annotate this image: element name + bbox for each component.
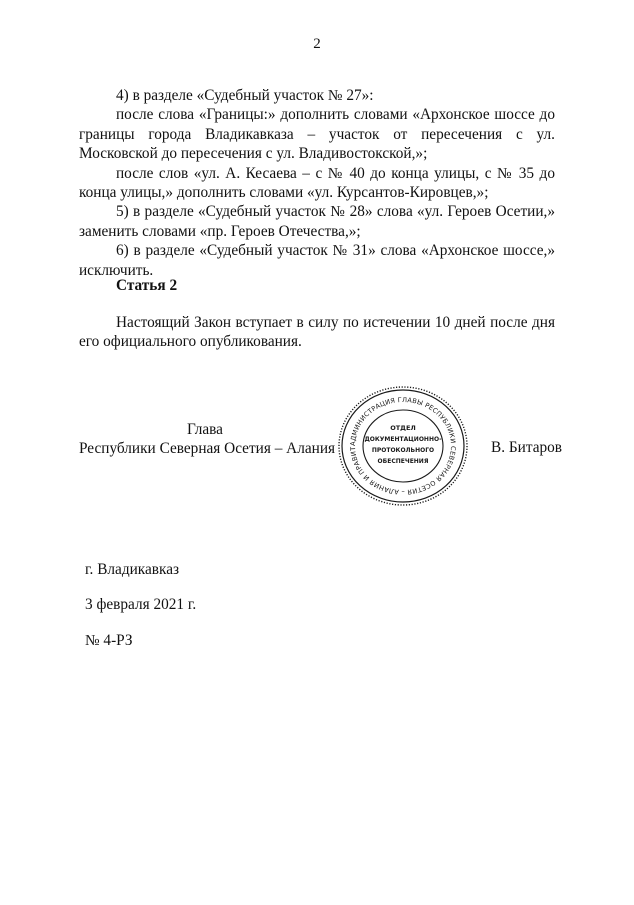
paragraph-3: после слов «ул. А. Кесаева – с № 40 до конца улицы, с № 35 до конца улицы,» дополнить словами «ул. Курсантов-Кировцев,»; [79,164,555,202]
seal-center-line-4: ОБЕСПЕЧЕНИЯ [377,458,429,465]
signature-organization: Республики Северная Осетия – Алания [79,440,336,458]
law-number: № 4-РЗ [85,632,133,649]
signature-block [79,420,339,459]
seal-center-line-1: ОТДЕЛ [390,424,416,432]
article-text: Настоящий Закон вступает в силу по истечении 10 дней после дня его официального опубликования. [79,314,555,351]
paragraph-2: после слова «Границы:» дополнить словами «Архонское шоссе до границы города Владикавказа – участок от пересечения с ул. Московской до пересечения с ул. Владивостокской,»; [79,106,555,163]
seal-ring-text: АДМИНИСТРАЦИЯ ГЛАВЫ РЕСПУБЛИКИ СЕВЕРНАЯ ОСЕТИЯ – АЛАНИЯ И ПРАВИТ [348,395,458,497]
seal-center-line-3: ПРОТОКОЛЬНОГО [371,447,435,454]
seal-graphic [336,385,470,507]
article-heading: Статья 2 [116,277,178,294]
paragraph-5: 6) в разделе «Судебный участок № 31» слова «Архонское шоссе,» исключить. [79,242,555,279]
issue-date: 3 февраля 2021 г. [85,596,197,613]
signer-name: В. Битаров [491,439,563,456]
page-number: 2 [313,36,321,52]
amendments-text [79,86,555,280]
issue-city: г. Владикавказ [85,561,180,578]
paragraph-4: 5) в разделе «Судебный участок № 28» слова «ул. Героев Осетии,» заменить словами «пр. Героев Отечества,»; [79,203,555,240]
signature-title: Глава [187,421,223,438]
official-seal [336,385,470,507]
seal-center-line-2: ДОКУМЕНТАЦИОННО- [364,436,442,443]
paragraph-1: 4) в разделе «Судебный участок № 27»: [116,87,374,104]
